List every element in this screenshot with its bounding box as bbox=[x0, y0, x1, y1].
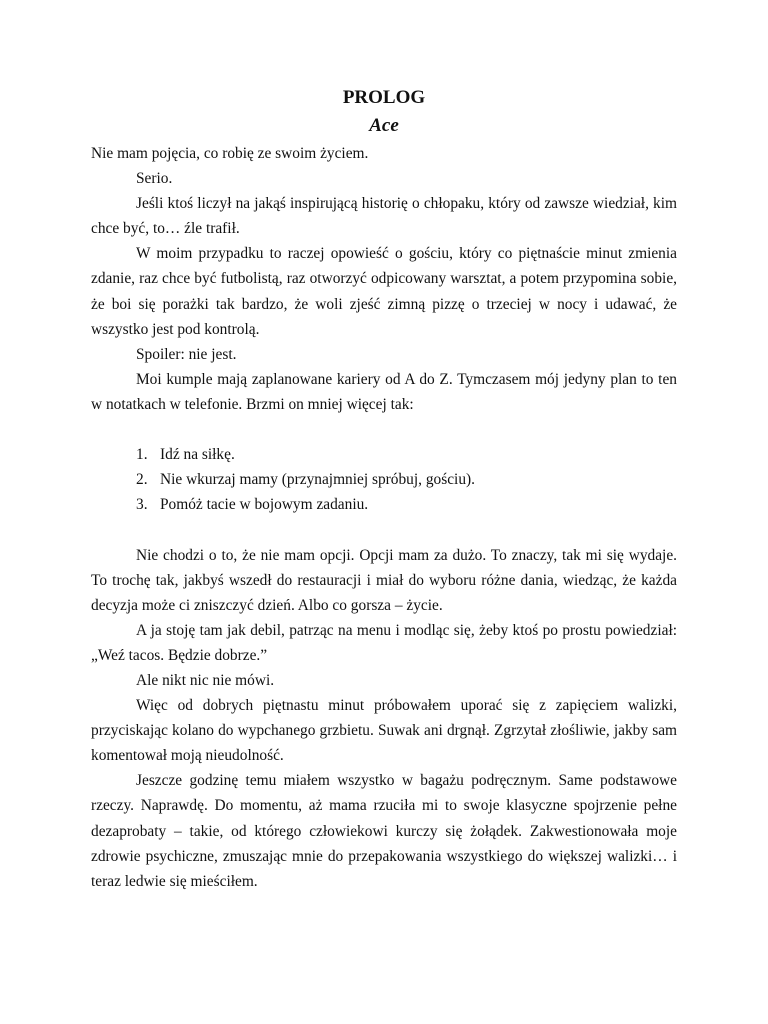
paragraph: Nie mam pojęcia, co robię ze swoim życiem. bbox=[91, 145, 369, 162]
document-page bbox=[91, 84, 677, 894]
chapter-title: PROLOG bbox=[342, 87, 426, 108]
paragraph: Spoiler: nie jest. bbox=[136, 345, 237, 363]
paragraph: Nie chodzi o to, że nie mam opcji. Opcji mam za dużo. To znaczy, tak mi się wydaje. To trochę tak, jakbyś wszedł do restauracji i miał do wyboru różne dania, wiedząc, że każda decyzja może ci zniszczyć dzień. Albo co gorsza – życie. bbox=[91, 546, 677, 614]
blank-line bbox=[91, 517, 677, 542]
paragraph: Jeśli ktoś liczył na jakąś inspirującą historię o chłopaku, który od zawsze wiedział, kim chce być, to… źle trafił. bbox=[91, 195, 677, 238]
paragraph: Jeszcze godzinę temu miałem wszystko w bagażu podręcznym. Same podstawowe rzeczy. Naprawdę. Do momentu, aż mama rzuciła mi to swoje klasyczne spojrzenie pełne dezaprobaty – takie, od którego człowiekowi kurczy się żołądek. Zakwestionowała moje zdrowie psychiczne, zmuszając mnie do przepakowania wszystkiego do większej walizki… i teraz ledwie się mieściłem. bbox=[91, 772, 677, 890]
todo-list bbox=[91, 442, 677, 517]
paragraph: W moim przypadku to raczej opowieść o gościu, który co piętnaście minut zmienia zdanie, raz chce być futbolistą, raz otworzyć odpicowany warsztat, a potem przypomina sobie, że boi się porażki tak bardzo, że woli zjeść zimną pizzę o trzeciej w nocy i udawać, że wszystko jest pod kontrolą. bbox=[91, 245, 677, 338]
paragraph: Moi kumple mają zaplanowane kariery od A do Z. Tymczasem mój jedyny plan to ten w notatkach w telefonie. Brzmi on mniej więcej tak: bbox=[91, 370, 677, 413]
list-item-text: Pomóż tacie w bojowym zadaniu. bbox=[160, 496, 369, 514]
chapter-narrator: Ace bbox=[369, 115, 399, 136]
list-item-text: Nie wkurzaj mamy (przynajmniej spróbuj, gościu). bbox=[160, 471, 475, 489]
list-item-number: 2. bbox=[136, 471, 148, 489]
list-item bbox=[91, 442, 677, 467]
paragraph: Ale nikt nic nie mówi. bbox=[136, 671, 275, 689]
list-item-number: 1. bbox=[136, 446, 148, 464]
paragraph: A ja stoję tam jak debil, patrząc na menu i modląc się, żeby ktoś po prostu powiedział: „Weź tacos. Będzie dobrze.” bbox=[91, 621, 677, 664]
paragraph: Więc od dobrych piętnastu minut próbowałem uporać się z zapięciem walizki, przyciskając kolano do wypchanego grzbietu. Suwak ani drgnął. Zgrzytał złośliwie, jakby sam komentował moją nieudolność. bbox=[91, 697, 677, 765]
list-item-text: Idź na siłkę. bbox=[160, 446, 235, 464]
list-item-number: 3. bbox=[136, 496, 148, 514]
list-item bbox=[91, 492, 677, 517]
paragraph: Serio. bbox=[136, 170, 173, 188]
list-item bbox=[91, 467, 677, 492]
blank-line bbox=[91, 417, 677, 442]
